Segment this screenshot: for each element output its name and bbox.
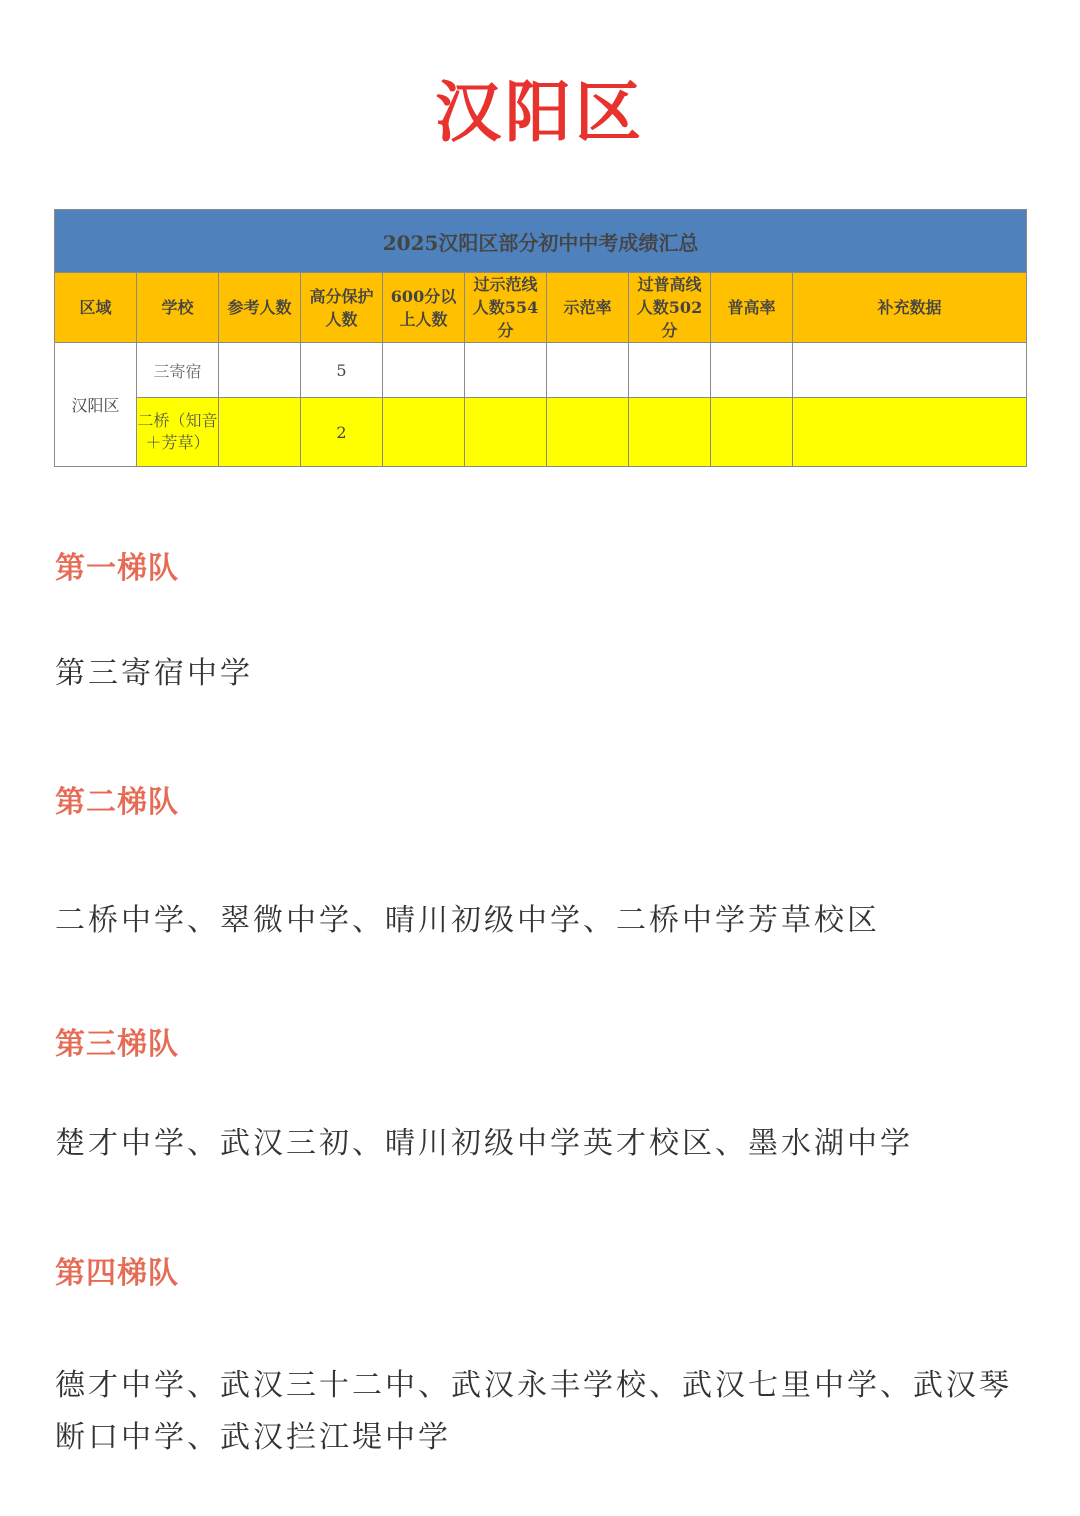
table-cell (547, 343, 629, 398)
high-score-cell: 5 (301, 343, 383, 398)
table-cell (219, 343, 301, 398)
header-cell: 高分保护人数 (301, 273, 383, 343)
header-cell: 参考人数 (219, 273, 301, 343)
tier-1-heading: 第一梯队 (55, 551, 179, 586)
table-row (55, 398, 1027, 467)
tier-3-heading: 第三梯队 (55, 1027, 179, 1062)
district-cell: 汉阳区 (55, 343, 137, 467)
high-score-cell: 2 (301, 398, 383, 467)
table-cell (465, 398, 547, 467)
table-cell (383, 343, 465, 398)
table-header-row (55, 273, 1027, 343)
table-cell (629, 343, 711, 398)
table-cell (793, 398, 1027, 467)
header-cell: 示范率 (547, 273, 629, 343)
table-cell (793, 343, 1027, 398)
score-summary-table (54, 209, 1027, 467)
table-cell (711, 398, 793, 467)
table-cell (547, 398, 629, 467)
table-cell (629, 398, 711, 467)
page-title: 汉阳区 (435, 74, 645, 151)
table-row (55, 343, 1027, 398)
header-cell: 600分以上人数 (383, 273, 465, 343)
school-cell: 二桥（知音＋芳草） (137, 398, 219, 467)
header-cell: 区域 (55, 273, 137, 343)
header-cell: 过示范线人数554分 (465, 273, 547, 343)
table-cell (465, 343, 547, 398)
table-caption: 2025汉阳区部分初中中考成绩汇总 (55, 210, 1027, 273)
table-cell (711, 343, 793, 398)
tier-3-schools: 楚才中学、武汉三初、晴川初级中学英才校区、墨水湖中学 (55, 1126, 913, 1161)
tier-1-schools: 第三寄宿中学 (55, 656, 253, 691)
tier-4-schools: 德才中学、武汉三十二中、武汉永丰学校、武汉七里中学、武汉琴断口中学、武汉拦江堤中学 (55, 1368, 1012, 1455)
table-cell (219, 398, 301, 467)
tier-2-schools: 二桥中学、翠微中学、晴川初级中学、二桥中学芳草校区 (55, 903, 880, 938)
header-cell: 补充数据 (793, 273, 1027, 343)
tier-2-heading: 第二梯队 (55, 785, 179, 820)
school-cell: 三寄宿 (137, 343, 219, 398)
header-cell: 过普高线人数502分 (629, 273, 711, 343)
header-cell: 普高率 (711, 273, 793, 343)
tier-4-heading: 第四梯队 (55, 1256, 179, 1291)
header-cell: 学校 (137, 273, 219, 343)
table-cell (383, 398, 465, 467)
